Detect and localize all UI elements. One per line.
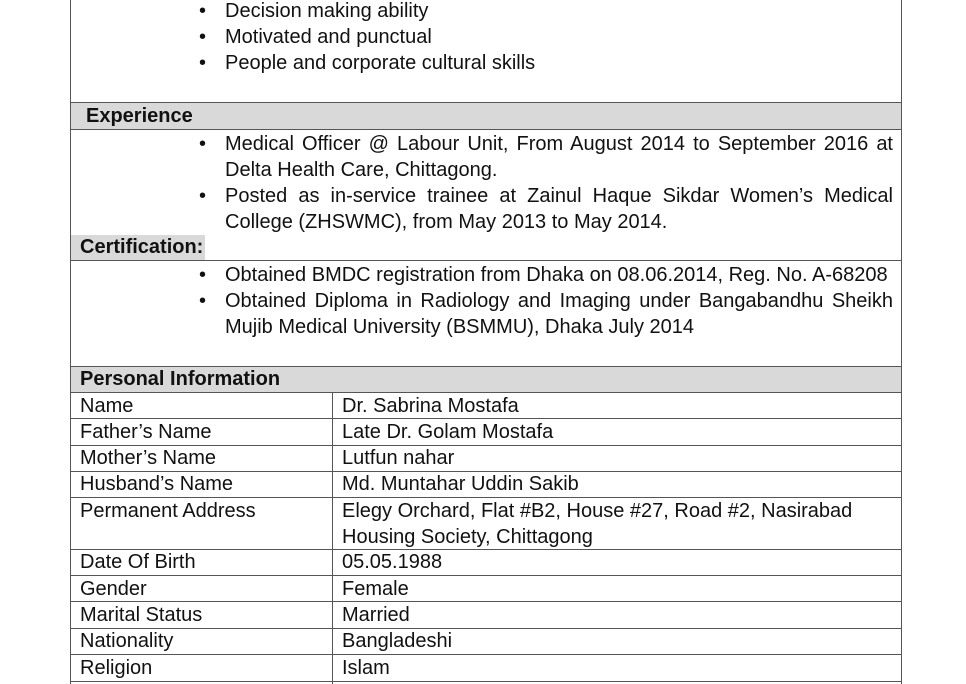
- row-value-marital: Married: [342, 604, 410, 626]
- experience-header-band: [71, 103, 901, 129]
- row-value-gender: Female: [342, 578, 409, 600]
- skills-list: [225, 0, 895, 76]
- row-label-husband: Husband’s Name: [80, 473, 234, 495]
- row-value-address: Elegy Orchard, Flat #B2, House #27, Road #2, Nasirabad Housing Society, Chittagong: [342, 500, 853, 548]
- row-value-father: Late Dr. Golam Mostafa: [342, 421, 554, 443]
- table-column-divider: [332, 392, 333, 684]
- personal-heading: Personal Information: [80, 368, 281, 390]
- list-item: • Obtained BMDC registration from Dhaka on 08.06.2014, Reg. No. A-68208: [225, 262, 893, 288]
- row-value-husband: Md. Muntahar Uddin Sakib: [342, 473, 579, 495]
- row-value-name: Dr. Sabrina Mostafa: [342, 395, 519, 417]
- list-item: • Obtained Diploma in Radiology and Imaging under Bangabandhu Sheikh Mujib Medical University (BSMMU), Dhaka July 2014: [225, 288, 893, 340]
- row-value-religion: Islam: [342, 657, 390, 679]
- list-item: • Medical Officer @ Labour Unit, From August 2014 to September 2016 at Delta Health Care, Chittagong.: [225, 131, 893, 183]
- row-label-gender: Gender: [80, 578, 147, 600]
- list-item: • Motivated and punctual: [225, 24, 895, 50]
- row-value-nationality: Bangladeshi: [342, 630, 453, 652]
- list-item: • People and corporate cultural skills: [225, 50, 895, 76]
- row-label-nationality: Nationality: [80, 630, 174, 652]
- list-item: • Decision making ability: [225, 0, 895, 24]
- row-label-dob: Date Of Birth: [80, 551, 196, 573]
- certification-list: [225, 262, 893, 340]
- row-label-name: Name: [80, 395, 134, 417]
- row-label-marital: Marital Status: [80, 604, 203, 626]
- row-label-father: Father’s Name: [80, 421, 212, 443]
- row-value-dob: 05.05.1988: [342, 551, 443, 573]
- experience-heading: Experience: [86, 105, 193, 127]
- row-label-religion: Religion: [80, 657, 153, 679]
- list-item: • Posted as in-service trainee at Zainul Haque Sikdar Women’s Medical College (ZHSWMC), from May 2013 to May 2014.: [225, 183, 893, 235]
- row-value-mother: Lutfun nahar: [342, 447, 455, 469]
- row-label-mother: Mother’s Name: [80, 447, 216, 469]
- certification-heading: Certification:: [80, 236, 204, 258]
- row-label-address: Permanent Address: [80, 500, 256, 522]
- experience-list: [225, 131, 893, 235]
